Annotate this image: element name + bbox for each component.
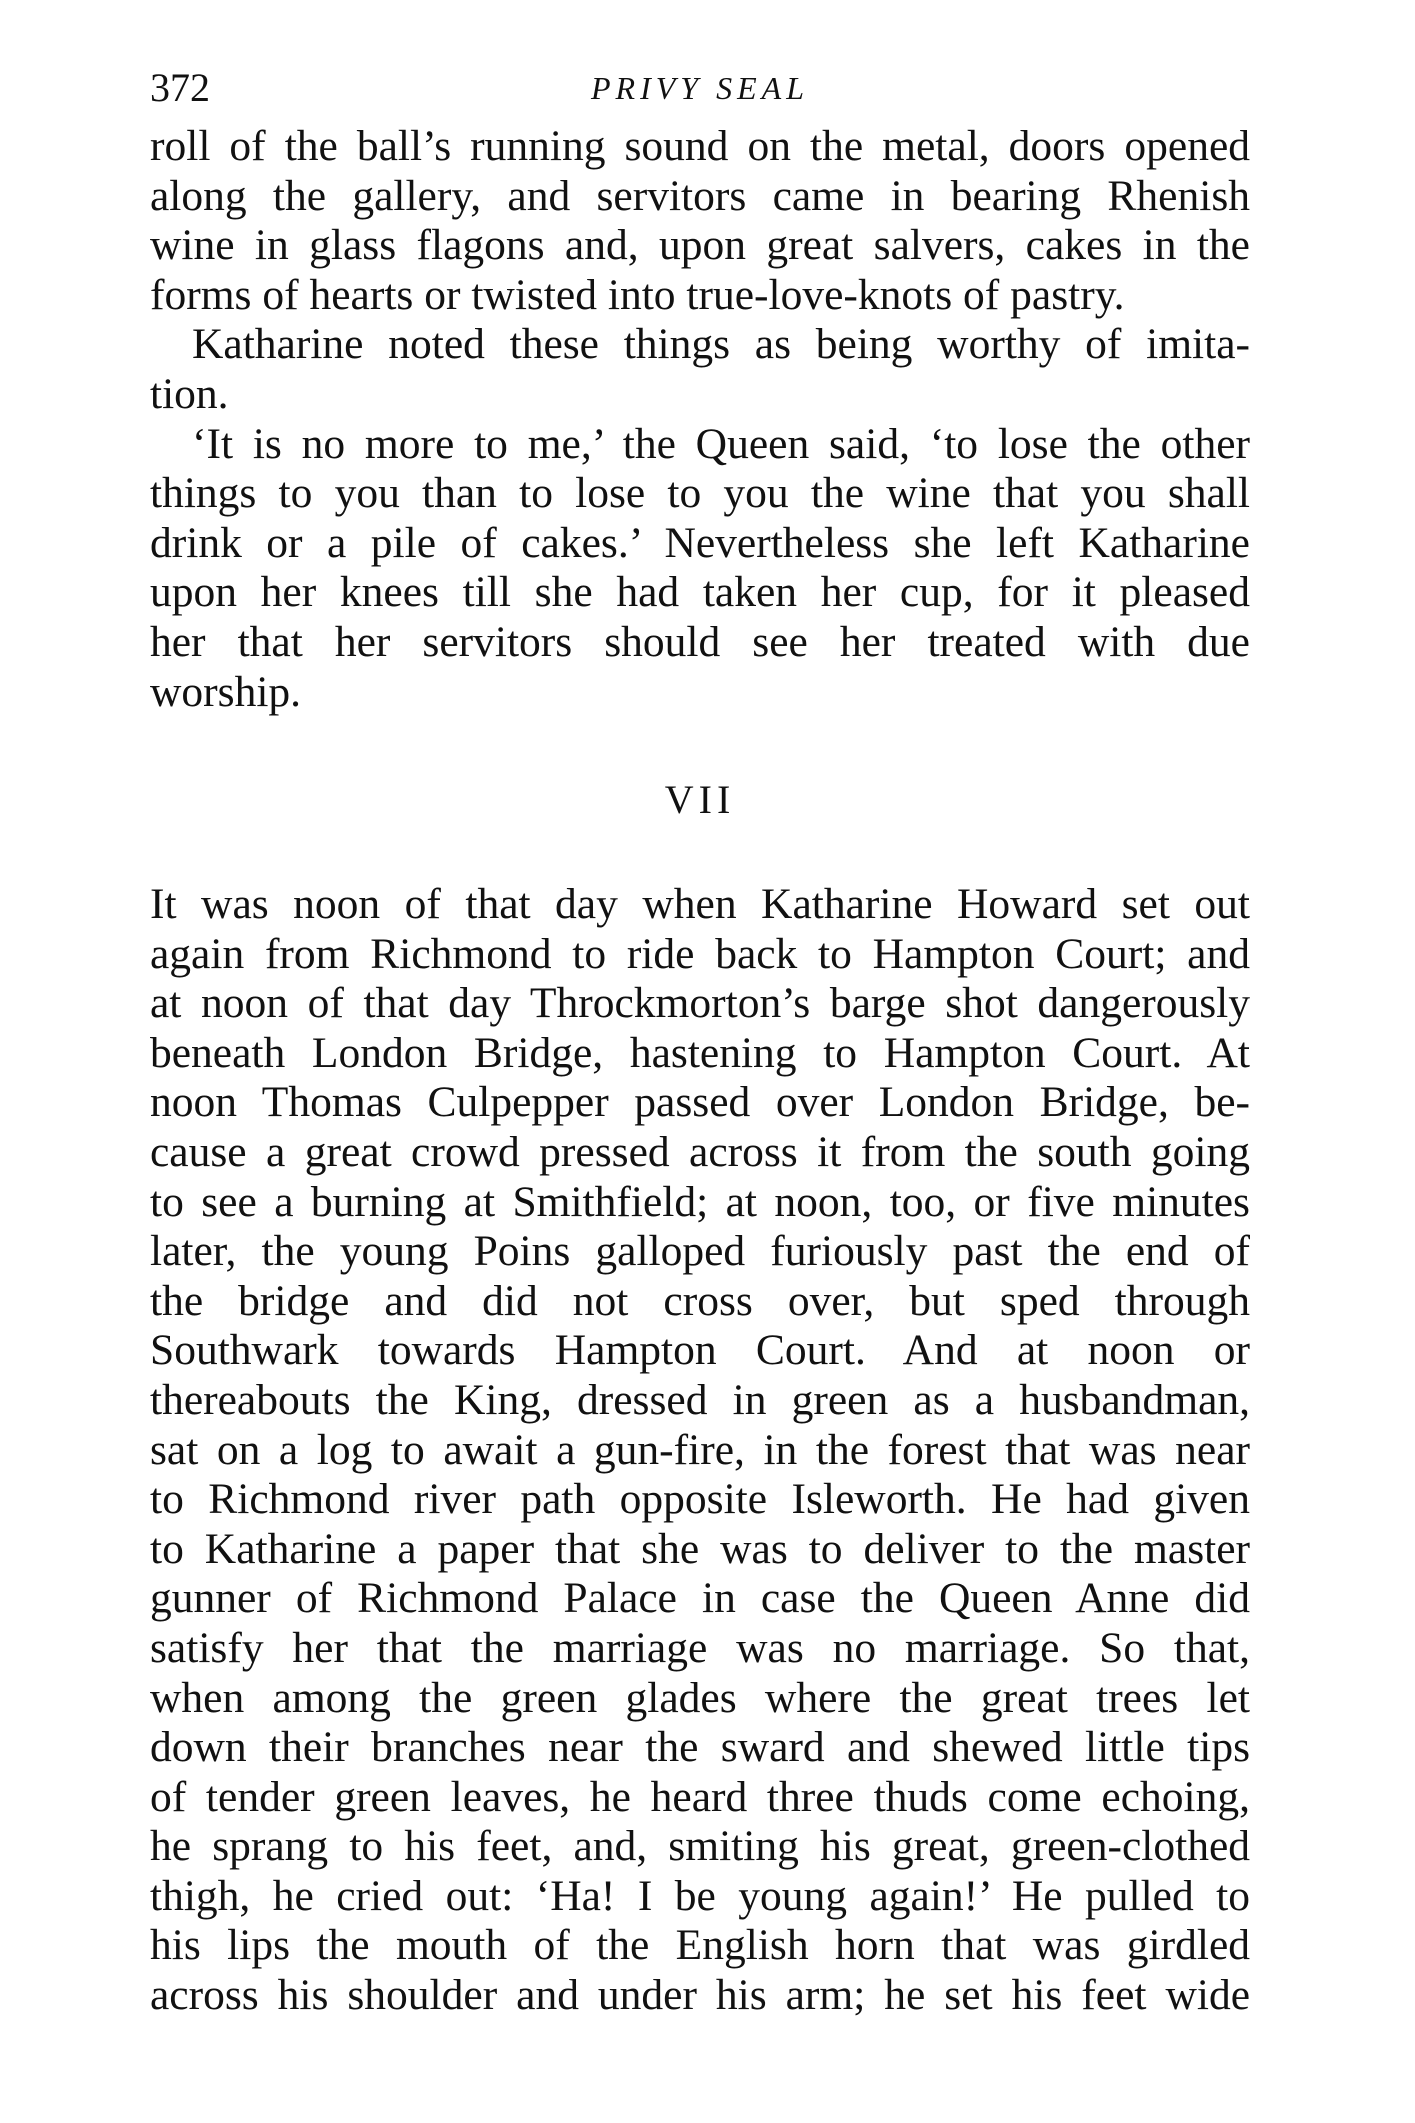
text-line: satisfy her that the marriage was no marriage. So that, [150,1623,1250,1672]
text-line: again from Richmond to ride back to Hampton Court; and [150,929,1250,978]
text-line: worship. [150,667,302,716]
text-line: It was noon of that day when Katharine Howard set out [150,880,1250,928]
text-line: across his shoulder and under his arm; he set his feet wide [150,1971,1250,2020]
text-line: beneath London Bridge, hastening to Hampton Court. At [150,1028,1250,1077]
text-line: roll of the ball’s running sound on the metal, doors opened [150,122,1250,170]
text-line: noon Thomas Culpepper passed over London Bridge, be- [150,1078,1250,1127]
text-line: drink or a pile of cakes.’ Nevertheless she left Katharine [150,518,1250,567]
text-line: along the gallery, and servitors came in bearing Rhenish [150,171,1250,220]
text-line: thigh, he cried out: ‘Ha! I be young again!’ He pulled to [150,1871,1250,1920]
text-line: at noon of that day Throckmorton’s barge shot dangerously [150,979,1250,1028]
text-line: things to you than to lose to you the wine that you shall [150,469,1250,518]
running-head [150,58,1250,118]
text-line: to Richmond river path opposite Isleworth. He had given [150,1475,1250,1524]
text-line: tion. [150,369,229,418]
text-line: the bridge and did not cross over, but sped through [150,1276,1250,1325]
page-number: 372 [150,65,210,110]
text-line: Southwark towards Hampton Court. And at noon or [150,1326,1250,1375]
section-heading: VII [664,777,736,822]
opening-paragraphs [150,122,1250,717]
text-line: sat on a log to await a gun-fire, in the forest that was near [150,1425,1250,1474]
text-line: ‘It is no more to me,’ the Queen said, ‘to lose the other [192,419,1250,468]
text-line: to see a burning at Smithfield; at noon, too, or five minutes [150,1177,1250,1226]
text-line: thereabouts the King, dressed in green as a husbandman, [150,1375,1250,1424]
text-line: he sprang to his feet, and, smiting his great, green-clothed [150,1822,1250,1871]
text-line: his lips the mouth of the English horn that was girdled [150,1921,1250,1970]
text-line: when among the green glades where the great trees let [150,1673,1250,1722]
text-line: down their branches near the sward and shewed little tips [150,1723,1250,1772]
text-line: of tender green leaves, he heard three thuds come echoing, [150,1772,1250,1821]
text-line: Katharine noted these things as being worthy of imita- [192,320,1250,369]
text-line: forms of hearts or twisted into true-love-knots of pastry. [150,270,1125,319]
text-line: wine in glass flagons and, upon great salvers, cakes in the [150,221,1250,270]
text-line: gunner of Richmond Palace in case the Queen Anne did [150,1574,1250,1623]
text-line: to Katharine a paper that she was to deliver to the master [150,1524,1250,1573]
text-line: her that her servitors should see her treated with due [150,617,1250,666]
section-paragraph [150,880,1250,2021]
running-title: PRIVY SEAL [591,70,809,106]
text-line: upon her knees till she had taken her cup, for it pleased [150,568,1250,617]
text-line: cause a great crowd pressed across it from the south going [150,1127,1250,1176]
text-line: later, the young Poins galloped furiously past the end of [150,1227,1250,1276]
